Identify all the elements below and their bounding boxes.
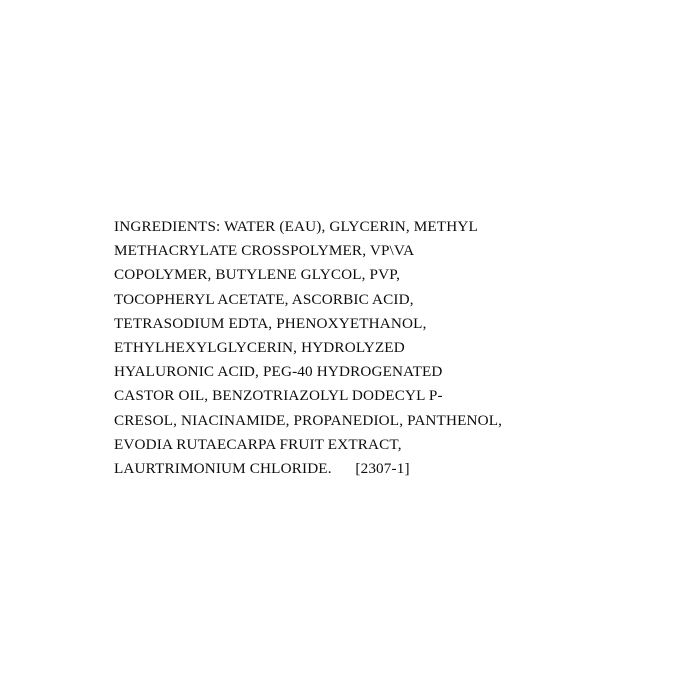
ingredients-line: COPOLYMER, BUTYLENE GLYCOL, PVP, [114, 266, 401, 284]
ingredients-line: EVODIA RUTAECARPA FRUIT EXTRACT, [114, 435, 402, 453]
ingredients-line: CRESOL, NIACINAMIDE, PROPANEDIOL, PANTHENOL, [114, 411, 503, 429]
ingredients-line: ETHYLHEXYLGLYCERIN, HYDROLYZED [114, 339, 405, 357]
ingredients-line: METHACRYLATE CROSSPOLYMER, VP\VA [114, 242, 415, 260]
ingredients-line: TETRASODIUM EDTA, PHENOXYETHANOL, [114, 314, 427, 332]
ingredients-line: TOCOPHERYL ACETATE, ASCORBIC ACID, [114, 290, 414, 308]
ingredients-line: CASTOR OIL, BENZOTRIAZOLYL DODECYL P- [114, 387, 443, 405]
ingredients-line: HYALURONIC ACID, PEG-40 HYDROGENATED [114, 363, 443, 381]
ingredients-line: INGREDIENTS: WATER (EAU), GLYCERIN, METHYL [114, 218, 478, 235]
ingredients-line-with-batch-code: LAURTRIMONIUM CHLORIDE. [2307-1] [114, 460, 410, 478]
ingredients-text-block [114, 215, 594, 481]
